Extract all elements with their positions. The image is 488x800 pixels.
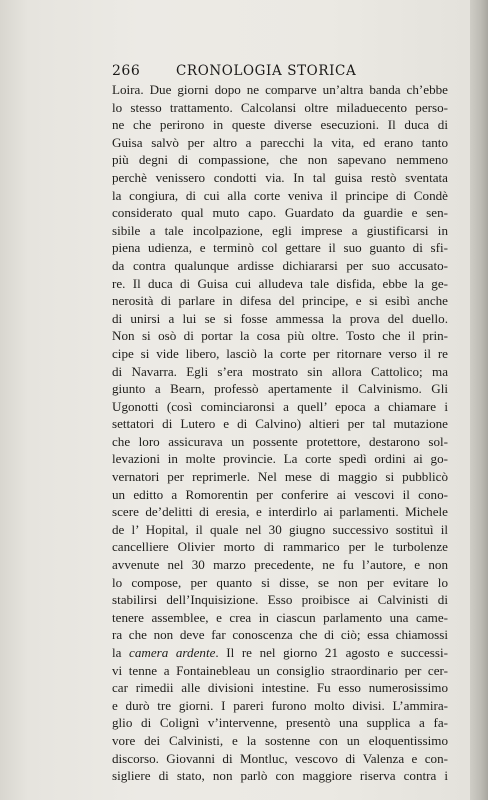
text-line: re. Il duca di Guisa cui alludeva tale disfida, ebbe la ge- [112,275,448,291]
text-line: sibile a tale incolpazione, egli imprese a giustificarsi in [112,222,448,238]
text-line: discorso. Giovanni di Montluc, vescovo di Valenza e con- [112,750,448,766]
text-line: piena udienza, e terminò col gettare il suo guanto di sfi- [112,240,448,256]
text-line: e durò tre giorni. I pareri furono molto divisi. L’ammira- [112,697,448,713]
text-line: sigliere di stato, non parlò con maggiore riserva contra i [112,768,448,784]
text-line: vi tenne a Fontainebleau un consiglio straordinario per cer- [112,662,448,678]
text-line: avvenute nel 30 marzo precedente, ne fu l’autore, e non [112,557,448,573]
text-line: cancelliere Olivier morto di rammarico per le turbolenze [112,539,448,555]
text-line: nerosità di parlare in difesa del principe, e si esibì anche [112,293,448,309]
text-line: perchè venissero condotti via. In tal guisa restò sventata [112,169,448,185]
page-edge [470,0,488,800]
text-line: più degni di compassione, che non sapevano nemmeno [112,152,448,168]
text-line: vore dei Calvinisti, e la sostenne con un eloquentissimo [112,732,448,748]
text-line: di Navarra. Egli s’era mostrato sin allora Cattolico; ma [112,363,448,379]
text-line: considerato qual muto capo. Guardato da guardie e sen- [112,205,448,221]
text-line: stabilirsi dell’Inquisizione. Esso proibisce ai Calvinisti di [112,592,448,608]
text-line: cipe si vide libero, lasciò la corte per ritornare verso il re [112,345,448,361]
text-line: Non si osò di portar la cosa più oltre. Tosto che il prin- [112,328,448,344]
text-line: settatori di Lutero e di Calvino) altieri per tal mutazione [112,416,448,432]
text-line: de l’ Hopital, il quale nel 30 giugno successivo sostituì il [112,521,448,537]
text-line: car rimedii alle divisioni intestine. Fu esso numerosissimo [112,680,448,696]
text-line: tenere assemblee, e crea in ciascun parlamento una came- [112,609,448,625]
text-line: di unirsi a lui se si fosse ammessa la prova del duello. [112,310,448,326]
text-line: da contra qualunque ardisse dichiararsi per suo accusato- [112,257,448,273]
text-line: glio di Colignì v’intervenne, presentò una supplica a fa- [112,715,448,731]
text-line: Ugonotti (così cominciaronsi a quell’ epoca a chiamare i [112,398,448,414]
text-line-with-italic [112,644,448,662]
text-line: scere de’delitti di eresia, e interdirlo ai parlamenti. Michele [112,504,448,520]
text-line: levazioni in molte provincie. La corte spedì ordini ai go- [112,451,448,467]
text-line: lo stesso trattamento. Calcolansi oltre miladuecento perso- [112,99,448,115]
text-line: giunto a Bearn, professò apertamente il Calvinismo. Gli [112,381,448,397]
line-prefix: la [112,645,130,660]
text-line: ra che non deve far conoscenza che di ciò; essa chiamossi [112,627,448,643]
text-line: ne che perirono in queste diverse esecuzioni. Il duca di [112,117,448,133]
running-head: CRONOLOGIA STORICA [176,63,357,79]
body-text [112,81,448,785]
italic-phrase: camera ardente [129,645,216,660]
text-line: la congiura, di cui alla corte veniva il principe di Condè [112,187,448,203]
text-line: vernatori per reprimerle. Nel mese di maggio si pubblicò [112,469,448,485]
text-line: Loira. Due giorni dopo ne comparve un’altra banda ch’ebbe [112,82,448,97]
line-suffix: . Il re nel giorno 21 agosto e successi- [215,645,448,660]
text-line: che loro assicurava un possente protettore, destarono sol- [112,433,448,449]
text-line: lo compose, per quanto si disse, se non per evitare lo [112,574,448,590]
text-line: Guisa salvò per altro a parecchi la vita, ed erano tanto [112,134,448,150]
page-number: 266 [112,63,141,79]
text-line: un editto a Romorentin per conferire ai vescovi il cono- [112,486,448,502]
